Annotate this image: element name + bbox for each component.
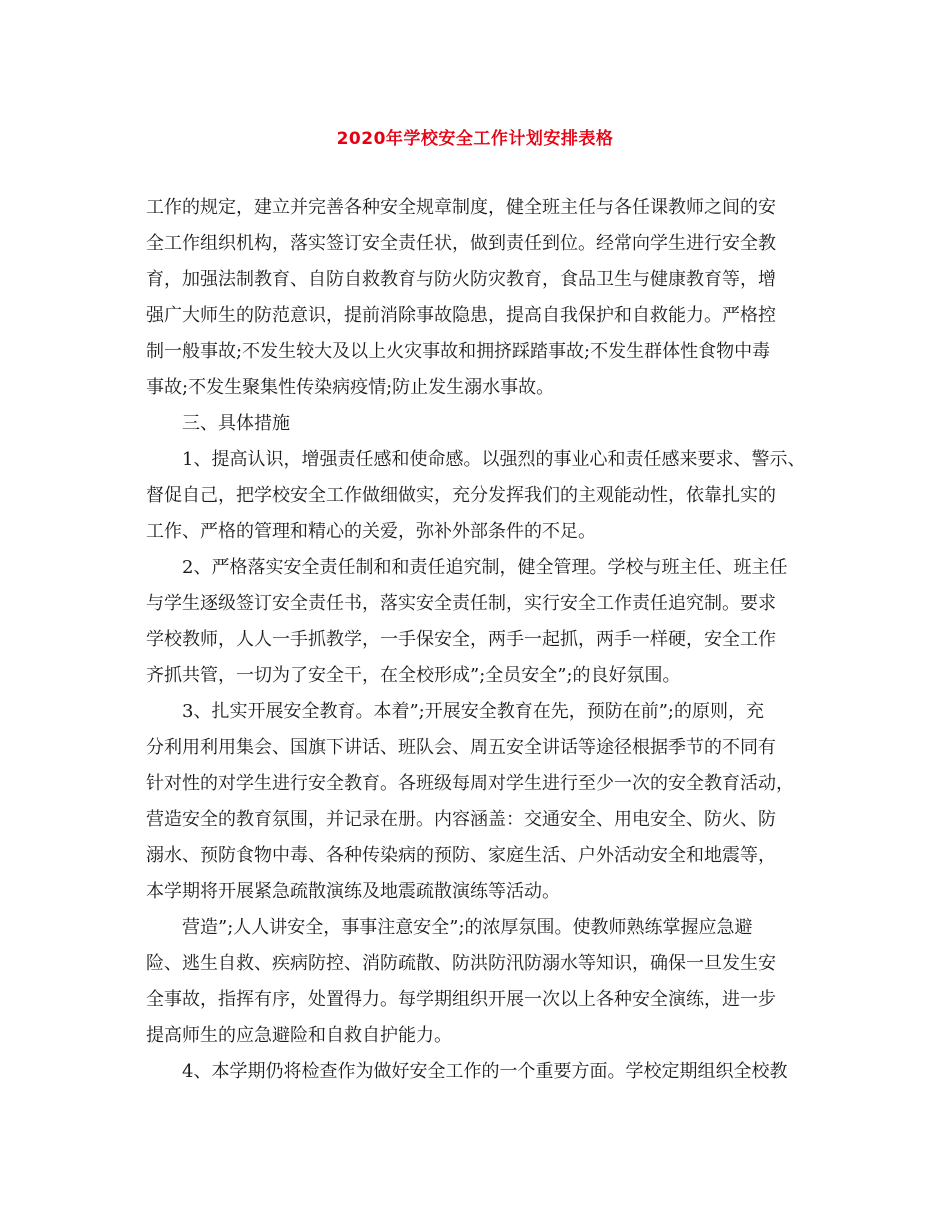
body-line: 2、严格落实安全责任制和和责任追究制，健全管理。学校与班主任、班主任 xyxy=(182,557,788,578)
body-line: 营造安全的教育氛围，并记录在册。内容涵盖：交通安全、用电安全、防火、防 xyxy=(146,809,776,830)
body-line: 全事故，指挥有序，处置得力。每学期组织开展一次以上各种安全演练，进一步 xyxy=(146,989,776,1010)
body-line: 分利用利用集会、国旗下讲话、班队会、周五安全讲话等途径根据季节的不同有 xyxy=(146,737,776,758)
body-line: 育，加强法制教育、自防自救教育与防火防灾教育，食品卫生与健康教育等，增 xyxy=(146,269,776,290)
body-line: 督促自己，把学校安全工作做细做实，充分发挥我们的主观能动性，依靠扎实的 xyxy=(146,485,776,506)
body-line: 与学生逐级签订安全责任书，落实安全责任制，实行安全工作责任追究制。要求 xyxy=(146,593,776,614)
body-line: 营造”;人人讲安全，事事注意安全”;的浓厚氛围。使教师熟练掌握应急避 xyxy=(182,917,753,938)
body-line: 工作的规定，建立并完善各种安全规章制度，健全班主任与各任课教师之间的安 xyxy=(146,197,776,218)
document-title: 2020年学校安全工作计划安排表格 xyxy=(336,129,614,149)
body-line: 三、具体措施 xyxy=(182,413,290,434)
body-line: 提高师生的应急避险和自救自护能力。 xyxy=(146,1025,452,1046)
body-line: 齐抓共管，一切为了安全干，在全校形成”;全员安全”;的良好氛围。 xyxy=(146,665,681,686)
body-line: 3、扎实开展安全教育。本着”;开展安全教育在先，预防在前”;的原则，充 xyxy=(182,701,764,722)
body-line: 险、逃生自救、疾病防控、消防疏散、防洪防汛防溺水等知识，确保一旦发生安 xyxy=(146,953,776,974)
body-line: 溺水、预防食物中毒、各种传染病的预防、家庭生活、户外活动安全和地震等， xyxy=(146,845,776,866)
document-body xyxy=(146,190,830,1090)
body-line: 制一般事故;不发生较大及以上火灾事故和拥挤踩踏事故;不发生群体性食物中毒 xyxy=(146,341,771,362)
body-line: 强广大师生的防范意识，提前消除事故隐患，提高自我保护和自救能力。严格控 xyxy=(146,305,776,326)
body-line: 全工作组织机构，落实签订安全责任状，做到责任到位。经常向学生进行安全教 xyxy=(146,233,776,254)
body-line: 针对性的对学生进行安全教育。各班级每周对学生进行至少一次的安全教育活动， xyxy=(146,773,794,794)
body-line: 工作、严格的管理和精心的关爱，弥补外部条件的不足。 xyxy=(146,521,596,542)
body-line: 4、本学期仍将检查作为做好安全工作的一个重要方面。学校定期组织全校教 xyxy=(182,1061,788,1082)
body-line: 事故;不发生聚集性传染病疫情;防止发生溺水事故。 xyxy=(146,377,555,398)
body-line: 本学期将开展紧急疏散演练及地震疏散演练等活动。 xyxy=(146,881,560,902)
body-line: 1、提高认识，增强责任感和使命感。以强烈的事业心和责任感来要求、警示、 xyxy=(182,449,806,470)
body-line: 学校教师，人人一手抓教学，一手保安全，两手一起抓，两手一样硬，安全工作 xyxy=(146,629,776,650)
